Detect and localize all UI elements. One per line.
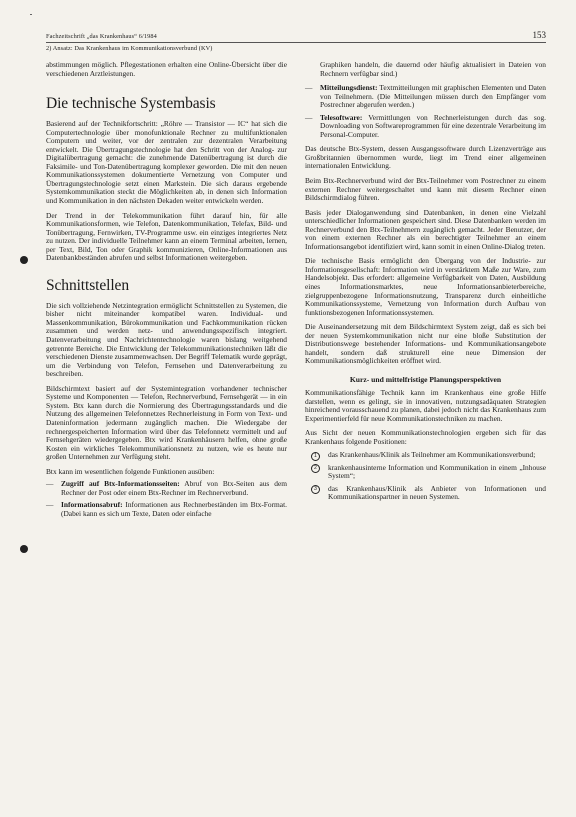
function-text: Textmitteilungen mit graphischen Elementen und Daten von Teilnehmern. (Die Mitteilungen müssen durch den Empfänger vom Postrechner abgerufen werden.) — [320, 83, 546, 110]
positions-list — [305, 451, 546, 502]
heading-technische-systembasis: Die technische Systembasis — [46, 95, 216, 113]
btx-function-list-continued — [305, 84, 546, 139]
list-item — [305, 114, 546, 140]
circled-number: 3 — [311, 485, 320, 494]
function-label: Informationsabruf: — [61, 500, 123, 510]
function-label: Mitteilungsdienst: — [320, 83, 378, 93]
paragraph-netzintegration: Die sich vollziehende Netzintegration ermöglicht Schnittstellen zu Systemen, die bisher nicht miteinander kompatibel waren. Individual- und Massenkommunikation, Bürokommunikation und Fachkommunikation rücken zusammen und werden netz- und anwendungsspezifisch integriert. Datenverarbeitung und Nachrichtentechnologie waren bislang weitgehend getrennte Bereiche. Die Entwicklung der Telekommunikationstechniken läßt die verschiedenen Dienste zusammenwachsen. Der Begriff Telematik wurde geprägt, um die Verbindung von Telefon, Fernsehen und Datenverarbeitung zu beschreiben. — [46, 300, 287, 379]
heading-planungsperspektiven: Kurz- und mittelfristige Planungsperspektiven — [349, 374, 502, 384]
left-column — [46, 61, 287, 524]
position-text: das Krankenhaus/Klinik als Anbieter von Informationen und Kommunikationspartner in neuen Systemen. — [328, 483, 546, 502]
list-item — [305, 464, 546, 481]
function-text: Informationen aus Rechnerbeständen im Btx-Format. (Dabei kann es sich um Texte, Daten oder einfache — [61, 500, 287, 518]
scan-mark — [30, 14, 32, 15]
list-item — [46, 501, 287, 518]
paragraph-positionen: Aus Sicht der neuen Kommunikationstechnologien ergeben sich für das Krankenhaus folgende Positionen: — [305, 428, 546, 446]
position-text: das Krankenhaus/Klinik als Teilnehmer am Kommunikationsverbund; — [328, 450, 536, 460]
function-label: Zugriff auf Btx-Informationsseiten: — [61, 479, 180, 489]
continued-list-text: Graphiken handeln, die dauernd oder häufig aktualisiert in Dateien von Rechnern verfügbar sind.) — [320, 60, 546, 78]
page-number: 153 — [532, 30, 546, 40]
paragraph-bildschirmtext: Bildschirmtext basiert auf der Systemintegration vorhandener technischer Systeme und Komponenten — Telefon, Rechnerverbund, Fernsehgerät — in ein System. Btx kann durch die Normierung des Übertragungsstandards und die Nutzung des allgemeinen Telefonnetzes Rechnerleistung in Form von Text- und Dateninformation jedermann zugänglich machen. Die Wiedergabe der rechnergespeicherten Information wird über das Telefonnetz vermittelt und auf Fernsehgeräten wiedergegeben. Btx wird Krankenhäusern helfen, ohne große Kosten ein wirkliches Telekommunikationsnetz zu nutzen, wie es heute nur großen Unternehmen zur Verfügung steht. — [46, 383, 287, 462]
function-text: Abruf von Btx-Seiten aus dem Rechner der Post oder einem Btx-Rechner im Rechnerverbund. — [61, 479, 287, 497]
list-item — [305, 84, 546, 110]
paragraph-kommunikationsfaehige-technik: Kommunikationsfähige Technik kann im Krankenhaus eine große Hilfe darstellen, wenn es gelingt, sie in innovativen, nutzungsadäquaten Strategien hinreichend vorausschauend zu planen, dabei jedoch nicht das Krankenhaus zum Experimentierfeld für neue Kommunikationstechniken zu machen. — [305, 387, 546, 423]
section-line: 2) Ansatz: Das Krankenhaus im Kommunikationsverbund (KV) — [46, 45, 213, 52]
paragraph-deutsches-btx: Das deutsche Btx-System, dessen Ausgangssoftware durch Lizenzverträge aus Großbritannien übernommen wurde, liegt im Trend einer allgemeinen internationalen Entwicklung. — [305, 144, 546, 171]
header-divider — [46, 42, 546, 43]
list-item — [305, 451, 546, 460]
paragraph-systemkommunikation: Die Auseinandersetzung mit dem Bildschirmtext System zeigt, daß es sich bei der neuen Systemkommunikation nicht nur eine bloße Substitution der Distributionswege bestehender Informations- und Kommunikationsangebote handelt, sondern daß strukturell eine neue Dimension der Kommunikationsmöglichkeiten eröffnet wird. — [305, 322, 546, 366]
right-column — [305, 61, 546, 506]
paragraph-trend-telekommunikation: Der Trend in der Telekommunikation führt darauf hin, für alle Kommunikationsformen, wie Telefon, Datenkommunikation, Telefax, Bild- und Tonübertragung, Fernwirken, TV-Programme usw. ein einziges integriertes Netz zu nutzen. Der individuelle Teilnehmer kann an einem Terminal arbeiten, lernen, per Text, Bild, Ton oder Graphik kommunizieren, Online-Informationen aus Datenbankbeständen abrufen und selbst Informationen weitergeben. — [46, 210, 287, 263]
function-label: Telesoftware: — [320, 112, 363, 122]
punch-hole-top — [20, 256, 28, 264]
paragraph-datenbanken: Basis jeder Dialoganwendung sind Datenbanken, in denen eine Vielzahl unterschiedlicher Informationen gespeichert sind. Diese Datenbanken werden im Rechnerverbund den Btx-Teilnehmern zugänglich gemacht. Jeder Benutzer, der von einem externen Rechner als ein berechtigter Teilnehmer an einem Informationsangebot identifiziert wird, kann somit in einen Online-Dialog treten. — [305, 207, 546, 251]
running-header — [46, 30, 546, 53]
intro-paragraph: abstimmungen möglich. Pflegestationen erhalten eine Online-Übersicht über die verschiedenen Arztleistungen. — [46, 60, 287, 78]
list-item — [305, 485, 546, 502]
heading-schnittstellen: Schnittstellen — [46, 276, 129, 294]
journal-line: Fachzeitschrift „das Krankenhaus“ 6/1984 — [46, 33, 157, 40]
position-text: krankenhausinterne Information und Kommunikation in einem „Inhouse System“; — [328, 462, 546, 481]
paragraph-technikfortschritt: Basierend auf der Technikfortschritt: „Röhre — Transistor — IC“ hat sich die Computertechnologie über monofunktionale Rechner zu multifunktionalen Computern und weiter, vor der zentralen zur dezentralen Verarbeitung entwickelt. Die Übertragungstechnologie hat den Schritt von der Analog- zur Digitalübertragung gemacht: die zunehmende Datenübertragung ist durch die Faksimile- und Ton-Datenübertragung komplexer geworden. Die mit den neuen Kommunikationssystemen dokumentierte Vernetzung von Computer und Übertragungstechnologie setzt einen Markstein. Die sich daraus ergebende Systemkommunikation steckt die Möglichkeiten ab, in denen sich Information und Kommunikation in den nächsten Dekaden weiter entwickeln werden. — [46, 119, 287, 206]
list-item — [46, 480, 287, 497]
btx-function-list — [46, 480, 287, 518]
circled-number: 1 — [311, 452, 320, 461]
paragraph-informationsgesellschaft: Die technische Basis ermöglicht den Übergang von der Industrie- zur Informationsgesellschaft: Information wird in verstärktem Maße zur Ware, zum Handelsobjekt. Das erfordert: allgemeine Verfügbarkeit von Daten, Ausbildung eines Informationsmarktes, neue Informationsanbieterbereiche, zielgruppenbezogene Informationsnutzung, Transparenz durch einheitliche Kommunikationssysteme, Vernetzung von Information durch Aufbau von funktionsbezogenen Informationssystemen. — [305, 256, 546, 317]
paragraph-rechnerverbund: Beim Btx-Rechnerverbund wird der Btx-Teilnehmer vom Postrechner zu einem externen Rechner weitergeschaltet und kann mit diesem Rechner einen Bildschirmdialog führen. — [305, 176, 546, 203]
paragraph-btx-funktionen: Btx kann im wesentlichen folgende Funktionen ausüben: — [46, 466, 215, 476]
punch-hole-bottom — [20, 545, 28, 553]
circled-number: 2 — [311, 464, 320, 473]
function-text: Vermittlungen von Rechnerleistungen durch das sog. Downloading von Softwareprogrammen für eine dezentrale Verarbeitung im Personal-Computer. — [320, 112, 546, 139]
